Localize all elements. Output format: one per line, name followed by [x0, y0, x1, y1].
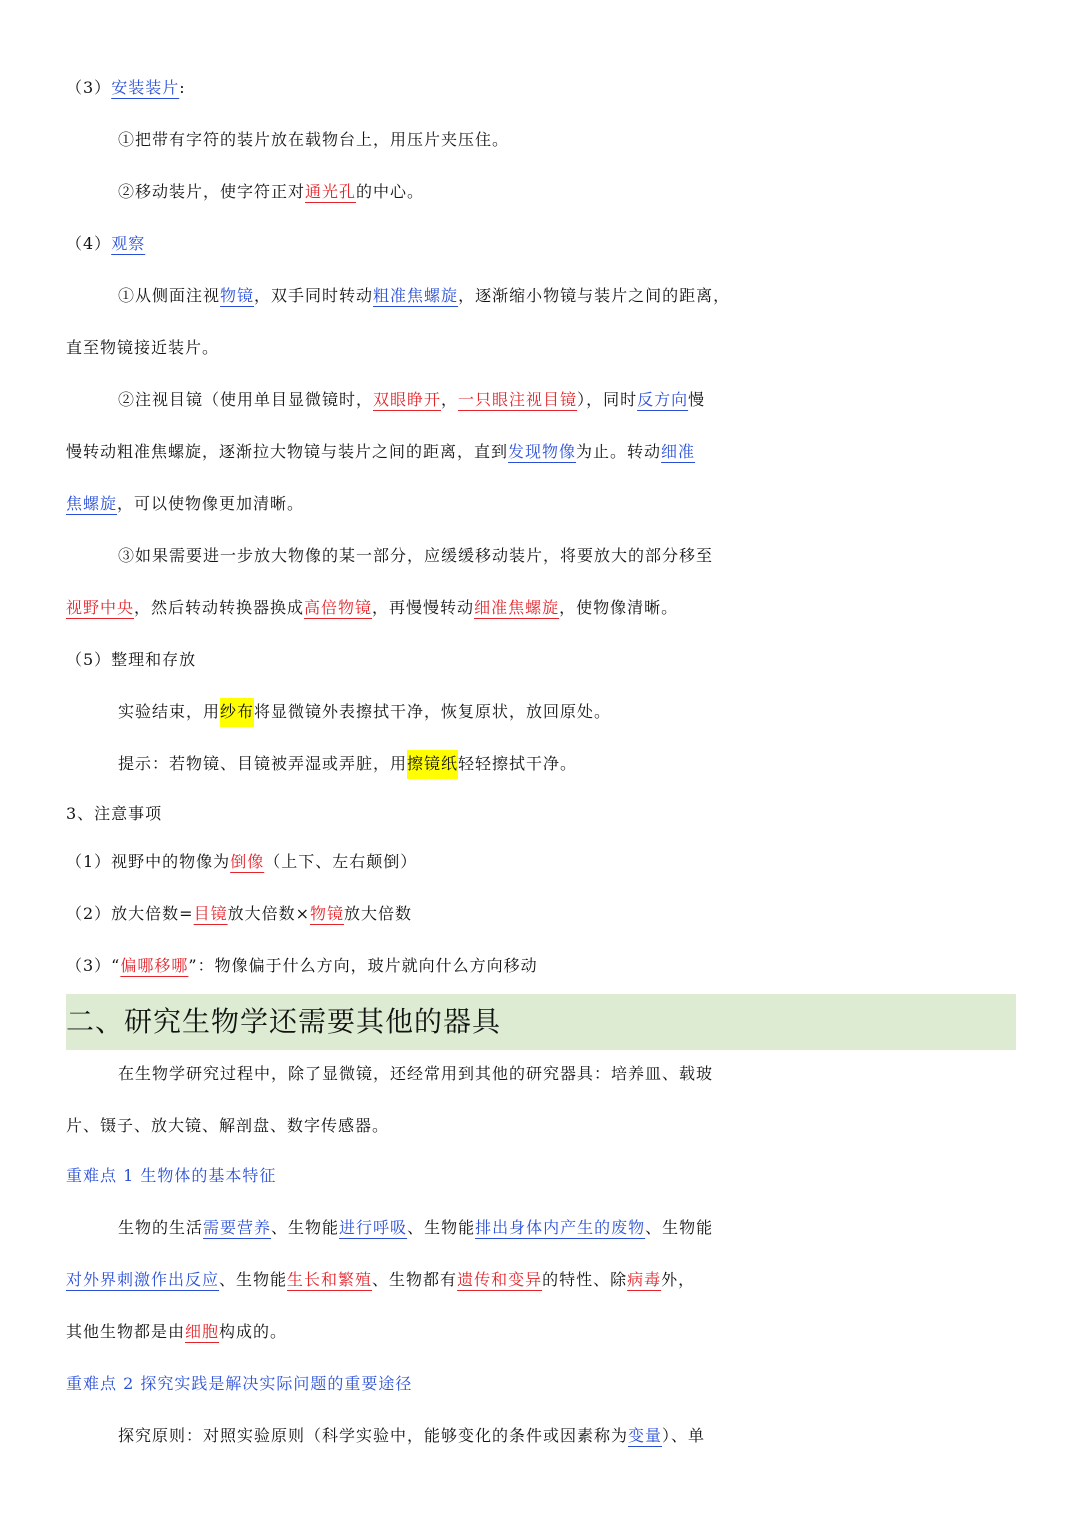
step-text: ），同时	[577, 390, 638, 409]
step-text: 其他生物都是由	[66, 1322, 186, 1341]
key-point-2-line-1	[0, 1410, 1080, 1462]
key-point-title: 重难点 2 探究实践是解决实际问题的重要途径	[66, 1374, 413, 1393]
key-point-title: 重难点 1 生物体的基本特征	[66, 1166, 277, 1185]
term-both-eyes: 双眼睁开	[373, 390, 442, 409]
step-text: ，使物像清晰。	[559, 598, 679, 617]
term-heredity: 遗传和变异	[457, 1270, 543, 1289]
term-respiration: 进行呼吸	[339, 1218, 408, 1237]
step-text: ，	[441, 390, 459, 409]
step-text: ，逐渐缩小物镜与装片之间的距离，	[458, 286, 731, 305]
notes-title: 3、注意事项	[66, 804, 163, 823]
observe-step-2-cont	[0, 426, 1080, 478]
step-text: （3）“	[66, 956, 121, 975]
observe-step-1	[0, 270, 1080, 322]
paragraph-text: 片、镊子、放大镜、解剖盘、数字传感器。	[66, 1116, 390, 1135]
key-point-1-line-1	[0, 1202, 1080, 1254]
paragraph-text: 在生物学研究过程中，除了显微镜，还经常用到其他的研究器具：培养皿、载玻	[118, 1064, 714, 1083]
term-virus: 病毒	[627, 1270, 662, 1289]
observe-step-2	[0, 374, 1080, 426]
step-text: 、生物能	[271, 1218, 340, 1237]
section2-paragraph-cont	[0, 1100, 1080, 1152]
step-text: （1）视野中的物像为	[66, 852, 231, 871]
observe-step-3-cont	[0, 582, 1080, 634]
term-coarse-focus: 粗准焦螺旋	[373, 286, 459, 305]
step-text: ①从侧面注视	[118, 286, 221, 305]
term-objective: 物镜	[310, 904, 345, 923]
term-cell: 细胞	[185, 1322, 220, 1341]
step-text: 、生物能	[645, 1218, 714, 1237]
highlight-gauze: 纱布	[220, 698, 254, 727]
observe-step-1-cont	[0, 322, 1080, 374]
term-response: 对外界刺激作出反应	[66, 1270, 220, 1289]
step-text: 放大倍数	[344, 904, 413, 923]
step-text: ，然后转动转换器换成	[134, 598, 305, 617]
storage-heading	[0, 634, 1080, 686]
term-fine-focus: 细准	[661, 442, 696, 461]
item-number: （3）	[66, 78, 112, 97]
step-text: 提示：若物镜、目镜被弄湿或弄脏，用	[118, 754, 408, 773]
term-eyepiece: 目镜	[193, 904, 228, 923]
step-text: 轻轻擦拭干净。	[458, 754, 578, 773]
term-light-hole: 通光孔	[305, 182, 357, 201]
colon: :	[179, 78, 186, 97]
install-title: 安装装片	[111, 78, 180, 97]
note-1	[0, 836, 1080, 888]
step-text: 生物的生活	[118, 1218, 204, 1237]
note-2	[0, 888, 1080, 940]
step-text: 将显微镜外表擦拭干净，恢复原状，放回原处。	[254, 702, 612, 721]
step-text: 实验结束，用	[118, 702, 221, 721]
storage-line-2	[0, 738, 1080, 790]
term-growth: 生长和繁殖	[287, 1270, 373, 1289]
term-move-rule: 偏哪移哪	[120, 956, 189, 975]
step-text: 的中心。	[356, 182, 425, 201]
step-text: ，双手同时转动	[254, 286, 374, 305]
term-reverse: 反方向	[637, 390, 689, 409]
observe-heading	[0, 218, 1080, 270]
observe-title: 观察	[111, 234, 146, 253]
term-inverted-image: 倒像	[230, 852, 265, 871]
notes-heading	[0, 788, 1080, 840]
install-step-2	[0, 166, 1080, 218]
term-variable: 变量	[628, 1426, 663, 1445]
term-fine-focus: 焦螺旋	[66, 494, 118, 513]
step-text: ②移动装片，使字符正对	[118, 182, 306, 201]
step-text: 构成的。	[219, 1322, 288, 1341]
step-text: ”：物像偏于什么方向，玻片就向什么方向移动	[188, 956, 538, 975]
term-center: 视野中央	[66, 598, 135, 617]
item-number: （4）	[66, 234, 112, 253]
term-high-objective: 高倍物镜	[304, 598, 373, 617]
term-nutrition: 需要营养	[203, 1218, 272, 1237]
step-text: ①把带有字符的装片放在载物台上，用压片夹压住。	[118, 130, 510, 149]
step-text: 直至物镜接近装片。	[66, 338, 220, 357]
key-point-2-heading	[0, 1358, 1080, 1410]
storage-line-1	[0, 686, 1080, 738]
step-text: （上下、左右颠倒）	[264, 852, 418, 871]
step-text: ，可以使物像更加清晰。	[117, 494, 305, 513]
step-text: 外，	[661, 1270, 696, 1289]
step-text: （2）放大倍数=	[66, 904, 194, 923]
step-text: ）、单	[662, 1426, 706, 1445]
key-point-1-line-3	[0, 1306, 1080, 1358]
section-title: 二、研究生物学还需要其他的器具	[66, 1005, 502, 1038]
step-text: 、生物能	[219, 1270, 288, 1289]
term-objective: 物镜	[220, 286, 255, 305]
key-point-1-line-2	[0, 1254, 1080, 1306]
term-fine-focus: 细准焦螺旋	[474, 598, 560, 617]
step-text: 放大倍数×	[227, 904, 311, 923]
step-text: ②注视目镜（使用单目显微镜时，	[118, 390, 374, 409]
step-text: ，再慢慢转动	[372, 598, 475, 617]
observe-step-2-cont2	[0, 478, 1080, 530]
step-text: ③如果需要进一步放大物像的某一部分，应缓缓移动装片，将要放大的部分移至	[118, 546, 714, 565]
note-3	[0, 940, 1080, 992]
term-one-eye: 一只眼注视目镜	[458, 390, 578, 409]
step-text: 为止。转动	[576, 442, 662, 461]
observe-step-3	[0, 530, 1080, 582]
storage-title: （5）整理和存放	[66, 650, 197, 669]
term-excretion: 排出身体内产生的废物	[475, 1218, 646, 1237]
step-text: 、生物能	[407, 1218, 476, 1237]
step-text: 慢	[688, 390, 706, 409]
highlight-lens-paper: 擦镜纸	[407, 750, 458, 779]
install-heading	[0, 62, 1080, 114]
step-text: 的特性、除	[542, 1270, 628, 1289]
install-step-1	[0, 114, 1080, 166]
term-find-image: 发现物像	[508, 442, 577, 461]
step-text: 、生物都有	[372, 1270, 458, 1289]
section2-paragraph	[0, 1048, 1080, 1100]
key-point-1-heading	[0, 1150, 1080, 1202]
step-text: 探究原则：对照实验原则（科学实验中，能够变化的条件或因素称为	[118, 1426, 629, 1445]
section-heading	[66, 994, 501, 1050]
step-text: 慢转动粗准焦螺旋，逐渐拉大物镜与装片之间的距离，直到	[66, 442, 509, 461]
